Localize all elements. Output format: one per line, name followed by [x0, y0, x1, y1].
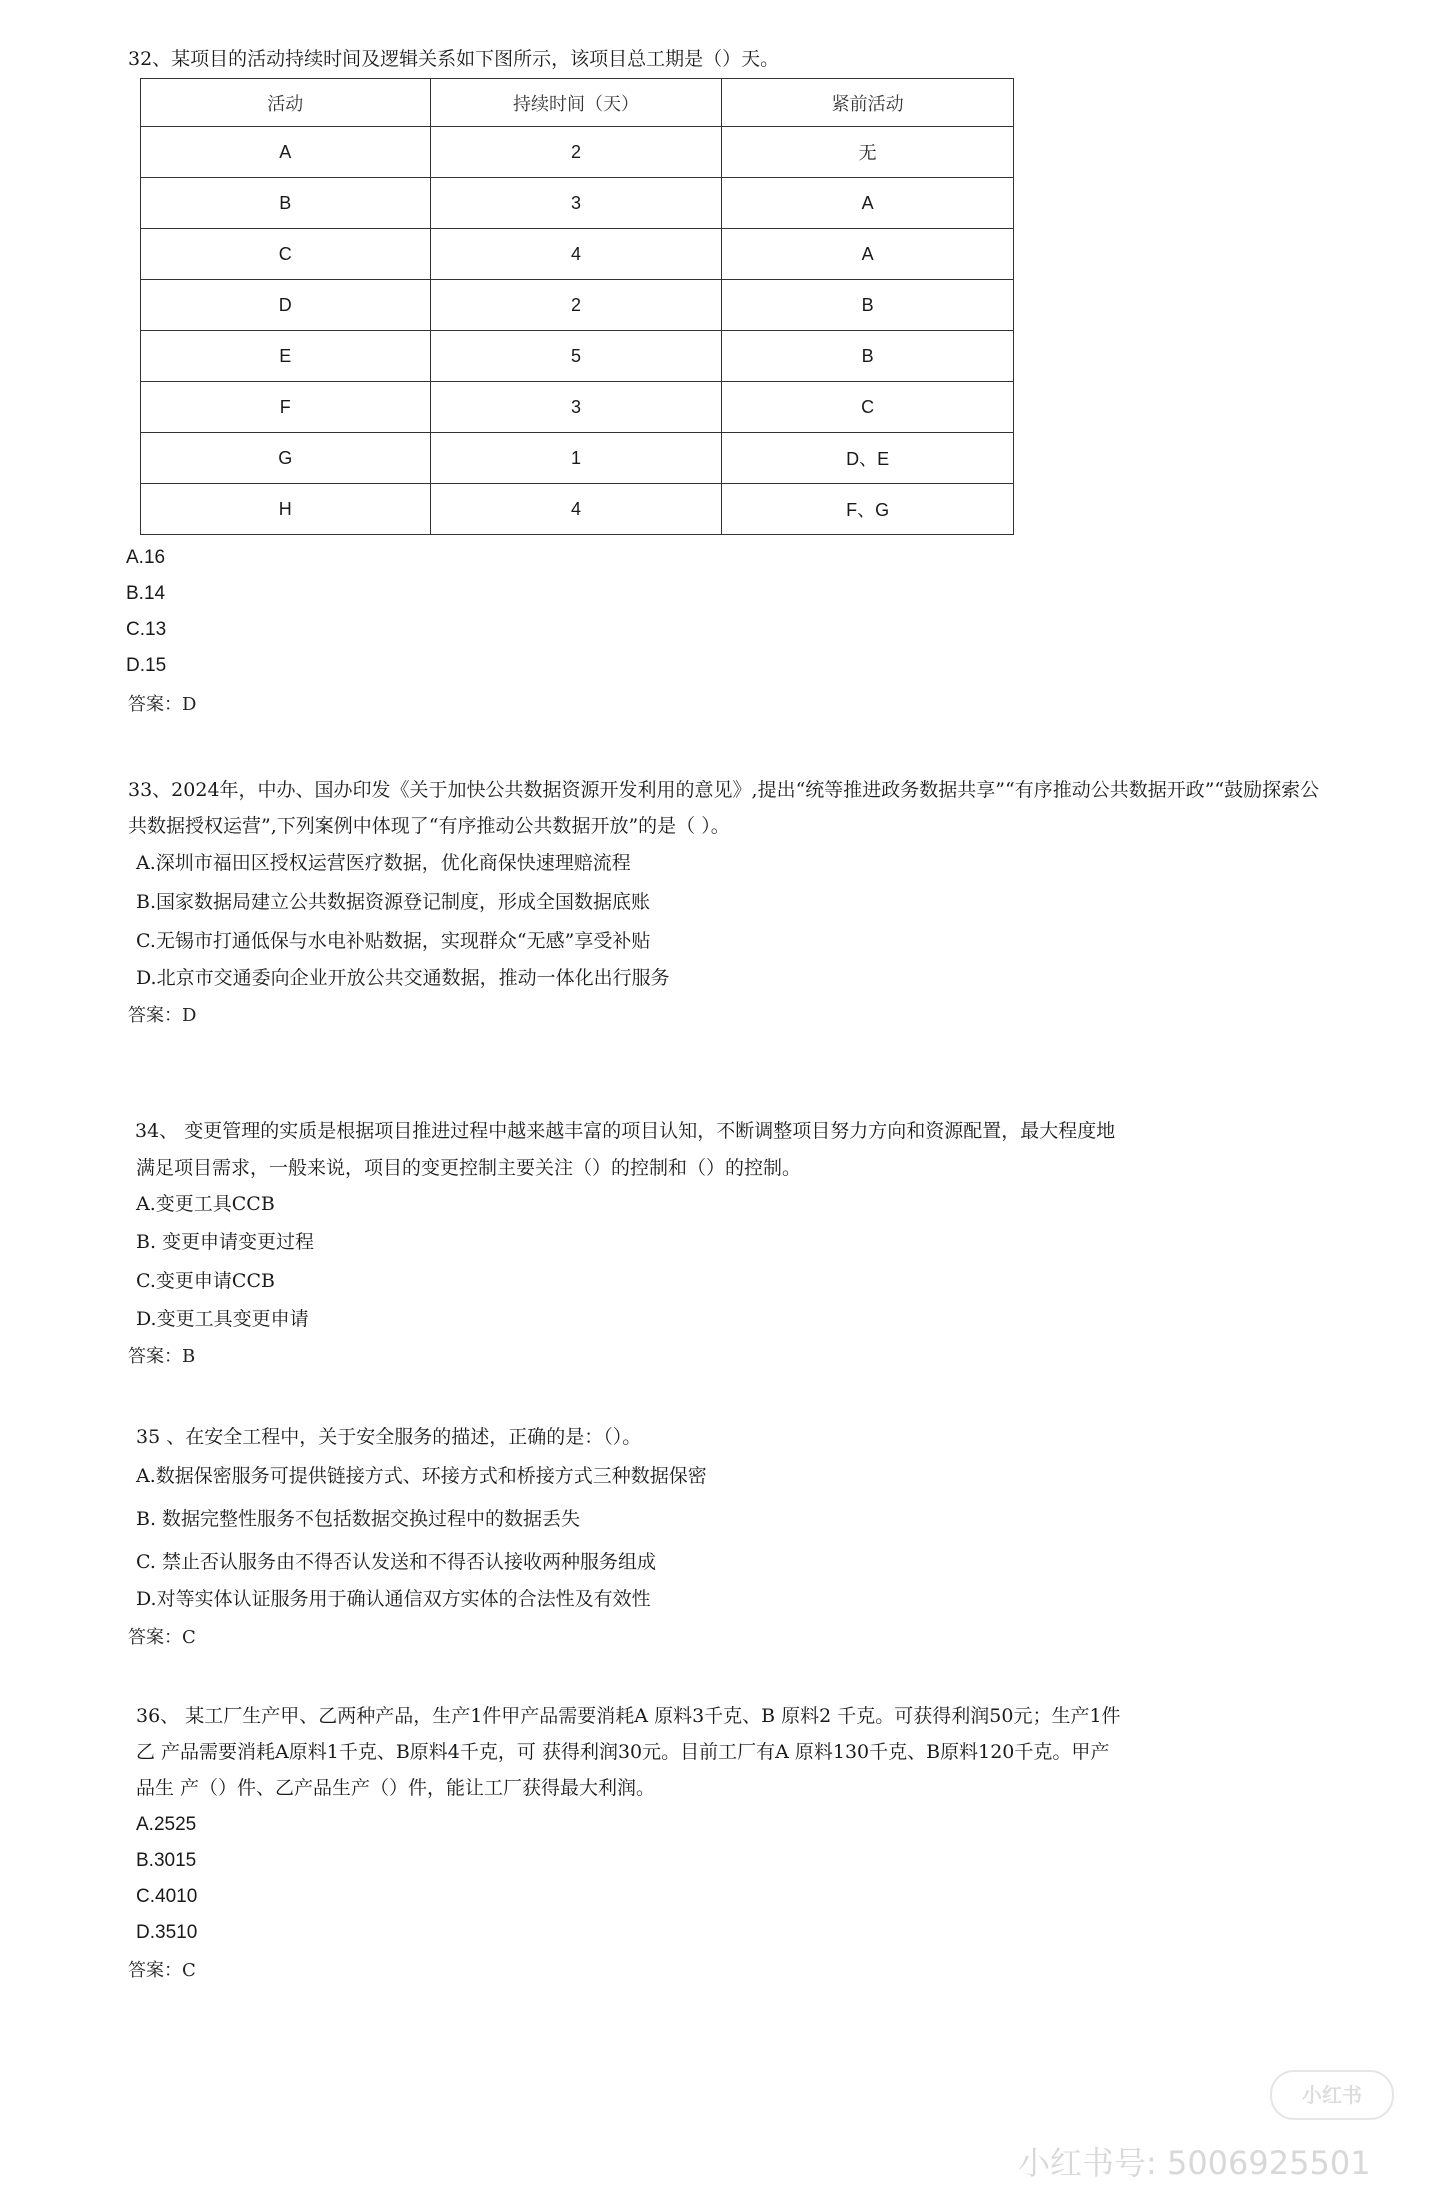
table-cell-predecessor: A: [722, 229, 1014, 280]
table-cell-duration: 2: [430, 127, 722, 178]
q35-option-c: C. 禁止否认服务由不得否认发送和不得否认接收两种服务组成: [136, 1551, 656, 1573]
q36-option-c: C.4010: [136, 1886, 198, 1907]
activity-table: [140, 78, 1014, 535]
table-cell-predecessor: C: [722, 382, 1014, 433]
question-33-stem-line1: 33、2024年，中办、国办印发《关于加快公共数据资源开发利用的意见》,提出“统等推进政务数据共享”“有序推动公共数据开政”“鼓励探索公: [128, 779, 1320, 801]
q32-option-b: B.14: [126, 583, 166, 604]
question-34-stem-line2: 满足项目需求，一般来说，项目的变更控制主要关注（）的控制和（）的控制。: [136, 1157, 802, 1179]
table-cell-activity: A: [141, 127, 431, 178]
q36-option-a: A.2525: [136, 1814, 197, 1835]
table-cell-predecessor: A: [722, 178, 1014, 229]
table-cell-predecessor: B: [722, 280, 1014, 331]
q33-option-d: D.北京市交通委向企业开放公共交通数据，推动一体化出行服务: [136, 967, 670, 989]
table-cell-activity: F: [141, 382, 431, 433]
q34-option-d: D.变更工具变更申请: [136, 1308, 309, 1330]
q36-answer: 答案：C: [128, 1960, 196, 1981]
question-36-stem-line1: 36、 某工厂生产甲、乙两种产品，生产1件甲产品需要消耗A 原料3千克、B 原料2 千克。可获得利润50元；生产1件: [136, 1705, 1121, 1727]
table-cell-predecessor: D、E: [722, 433, 1014, 484]
table-cell-predecessor: 无: [722, 127, 1014, 178]
q32-option-c: C.13: [126, 619, 167, 640]
table-cell-duration: 3: [430, 382, 722, 433]
table-cell-duration: 4: [430, 229, 722, 280]
q34-answer: 答案：B: [128, 1346, 196, 1367]
table-cell-predecessor: B: [722, 331, 1014, 382]
q34-option-b: B. 变更申请变更过程: [136, 1231, 315, 1253]
table-row: [141, 331, 1014, 382]
q35-answer: 答案：C: [128, 1627, 196, 1648]
question-35-stem: 35 、在安全工程中，关于安全服务的描述，正确的是：（）。: [136, 1426, 642, 1448]
q32-answer: 答案：D: [128, 694, 197, 715]
q35-option-d: D.对等实体认证服务用于确认通信双方实体的合法性及有效性: [136, 1588, 651, 1610]
table-row: [141, 382, 1014, 433]
question-33-stem-line2: 共数据授权运营”,下列案例中体现了“有序推动公共数据开放”的是（ ）。: [128, 815, 730, 837]
q32-option-d: D.15: [126, 655, 167, 676]
question-32-stem: 32、某项目的活动持续时间及逻辑关系如下图所示，该项目总工期是（）天。: [128, 48, 780, 70]
table-cell-duration: 4: [430, 484, 722, 535]
table-row: [141, 229, 1014, 280]
table-header-row: [141, 79, 1014, 127]
question-34-stem-line1: 34、 变更管理的实质是根据项目推进过程中越来越丰富的项目认知，不断调整项目努力方向和资源配置，最大程度地: [135, 1120, 1116, 1142]
table-cell-duration: 1: [430, 433, 722, 484]
q33-option-a: A.深圳市福田区授权运营医疗数据，优化商保快速理赔流程: [136, 852, 631, 874]
table-cell-activity: H: [141, 484, 431, 535]
table-row: [141, 178, 1014, 229]
table-header-activity: 活动: [141, 79, 431, 127]
table-cell-duration: 5: [430, 331, 722, 382]
q34-option-c: C.变更申请CCB: [136, 1270, 275, 1292]
q34-option-a: A.变更工具CCB: [136, 1193, 275, 1215]
q36-option-d: D.3510: [136, 1922, 198, 1943]
q33-option-c: C.无锡市打通低保与水电补贴数据，实现群众“无感”享受补贴: [136, 930, 651, 952]
q35-option-a: A.数据保密服务可提供链接方式、环接方式和桥接方式三种数据保密: [136, 1465, 707, 1487]
table-row: [141, 127, 1014, 178]
question-36-stem-line3: 品生 产（）件、乙产品生产（）件，能让工厂获得最大利润。: [136, 1777, 656, 1799]
table-row: [141, 280, 1014, 331]
xiaohongshu-logo: 小红书: [1270, 2070, 1394, 2120]
q33-answer: 答案：D: [128, 1005, 197, 1026]
table-cell-predecessor: F、G: [722, 484, 1014, 535]
q32-option-a: A.16: [126, 547, 166, 568]
table-row: [141, 433, 1014, 484]
table-cell-activity: D: [141, 280, 431, 331]
table-cell-activity: G: [141, 433, 431, 484]
table-header-duration: 持续时间（天）: [430, 79, 722, 127]
table-header-predecessor: 紧前活动: [722, 79, 1014, 127]
table-cell-duration: 3: [430, 178, 722, 229]
table-cell-duration: 2: [430, 280, 722, 331]
q33-option-b: B.国家数据局建立公共数据资源登记制度，形成全国数据底账: [136, 891, 651, 913]
watermark-text: 小红书号: 5006925501: [1018, 2144, 1371, 2182]
q36-option-b: B.3015: [136, 1850, 197, 1871]
question-36-stem-line2: 乙 产品需要消耗A原料1千克、B原料4千克，可 获得利润30元。目前工厂有A 原料130千克、B原料120千克。甲产: [136, 1741, 1110, 1763]
q35-option-b: B. 数据完整性服务不包括数据交换过程中的数据丢失: [136, 1508, 581, 1530]
table-cell-activity: C: [141, 229, 431, 280]
table-row: [141, 484, 1014, 535]
table-cell-activity: E: [141, 331, 431, 382]
table-cell-activity: B: [141, 178, 431, 229]
